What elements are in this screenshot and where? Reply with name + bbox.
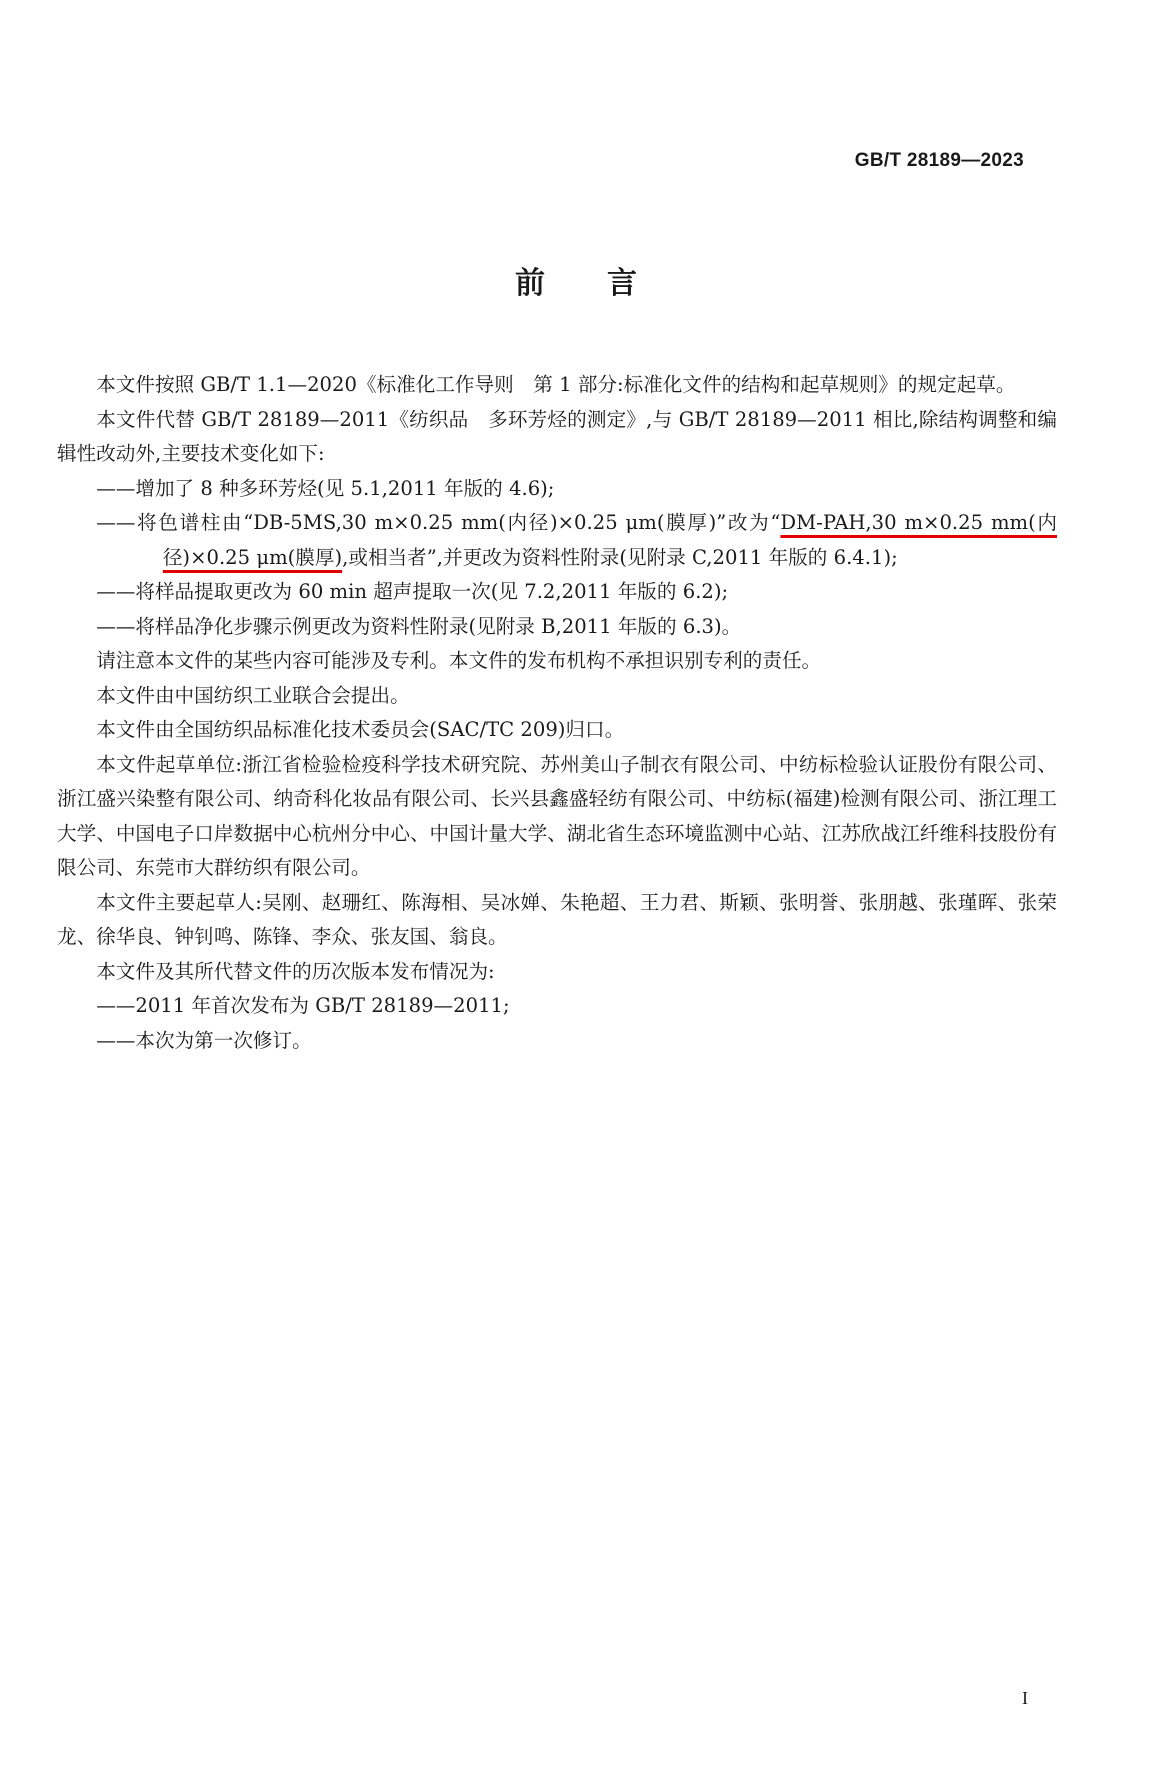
history-item-2: ——本次为第一次修订。	[96, 1028, 312, 1052]
standard-code: GB/T 28189—2023	[854, 150, 1024, 171]
paragraph-drafting-units: 本文件起草单位:浙江省检验检疫科学技术研究院、苏州美山子制衣有限公司、中纺标检验认证股份有限公司、浙江盛兴染整有限公司、纳奇科化妆品有限公司、长兴县鑫盛轻纺有限公司、中纺标(福建)检测有限公司、浙江理工大学、中国电子口岸数据中心杭州分中心、中国计量大学、湖北省生态环境监测中心站、江苏欣战江纤维科技股份有限公司、东莞市大群纺织有限公司。	[57, 752, 1057, 879]
change-item-1: ——增加了 8 种多环芳烃(见 5.1,2011 年版的 4.6);	[96, 476, 555, 500]
page-title: 前言	[515, 266, 699, 301]
paragraph-version-history: 本文件及其所代替文件的历次版本发布情况为:	[96, 959, 495, 983]
page-number: I	[1022, 1688, 1028, 1708]
history-item-1: ——2011 年首次发布为 GB/T 28189—2011;	[96, 994, 510, 1017]
paragraph-replacement: 本文件代替 GB/T 28189—2011《纺织品 多环芳烃的测定》,与 GB/T 28189—2011 相比,除结构调整和编辑性改动外,主要技术变化如下:	[57, 407, 1057, 465]
paragraph-committee: 本文件由全国纺织品标准化技术委员会(SAC/TC 209)归口。	[96, 718, 625, 741]
highlighted-column-spec: DM-PAH,30 m×0.25 mm(内径)×0.25 μm(膜厚)	[162, 511, 1057, 569]
foreword-body	[57, 368, 1057, 1058]
paragraph-drafting-basis: 本文件按照 GB/T 1.1—2020《标准化工作导则 第 1 部分:标准化文件的结构和起草规则》的规定起草。	[96, 373, 1016, 396]
change-item-2-lead: ——将色谱柱由“DB-5MS,30 m×0.25 mm(内径)×0.25 μm(膜厚)”改为“	[96, 511, 781, 534]
paragraph-proposer: 本文件由中国纺织工业联合会提出。	[96, 683, 410, 707]
paragraph-drafters: 本文件主要起草人:吴刚、赵珊红、陈海相、吴冰婵、朱艳超、王力君、斯颖、张明誉、张朋越、张瑾晖、张荣龙、徐华良、钟钊鸣、陈锋、李众、张友国、翁良。	[57, 890, 1057, 948]
change-item-3: ——将样品提取更改为 60 min 超声提取一次(见 7.2,2011 年版的 6.2);	[96, 580, 729, 603]
change-item-2-tail: ,或相当者”,并更改为资料性附录(见附录 C,2011 年版的 6.4.1);	[342, 545, 898, 569]
change-item-4: ——将样品净化步骤示例更改为资料性附录(见附录 B,2011 年版的 6.3)。	[96, 614, 742, 638]
paragraph-patent-notice: 请注意本文件的某些内容可能涉及专利。本文件的发布机构不承担识别专利的责任。	[96, 649, 822, 672]
change-item-2	[57, 506, 1057, 575]
